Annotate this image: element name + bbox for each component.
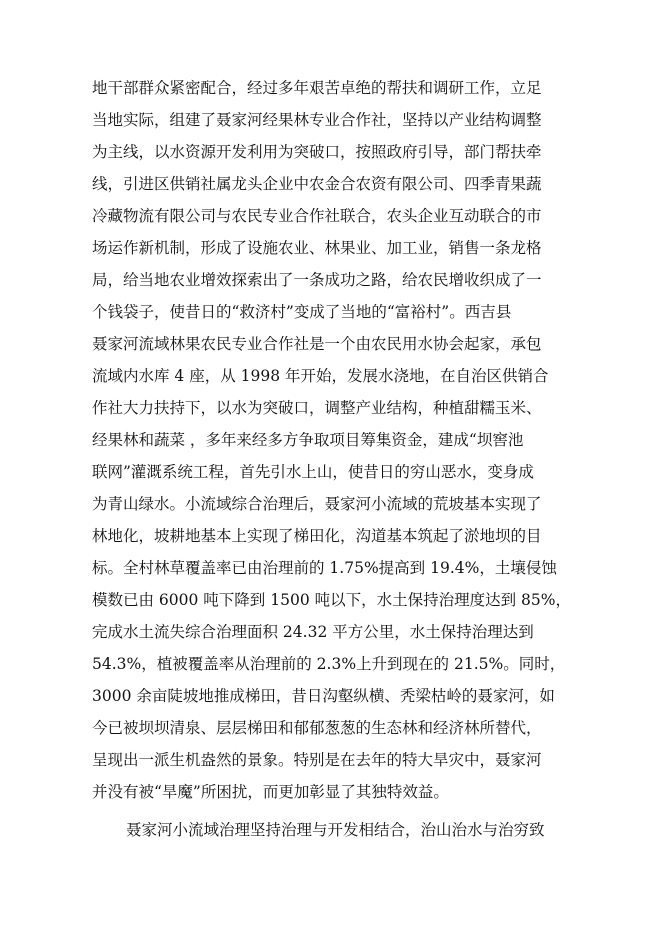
paragraph-line: 为青山绿水。小流域综合治理后，聂家河小流域的荒坡基本实现了 [92, 495, 542, 513]
paragraph-line: 聂家河流域林果农民专业合作社是一个由农民用水协会起家，承包 [92, 335, 542, 353]
paragraph-line: 林地化，坡耕地基本上实现了梯田化，沟道基本筑起了淤地坝的目 [92, 527, 542, 545]
paragraph-line: 流域内水库 4 座，从 1998 年开始，发展水浇地，在自治区供销合 [92, 367, 549, 385]
paragraph-line: 地干部群众紧密配合，经过多年艰苦卓绝的帮扶和调研工作，立足 [92, 79, 542, 97]
paragraph-line: 54.3%，植被覆盖率从治理前的 2.3%上升到现在的 21.5%。同时， [92, 655, 566, 673]
paragraph-line: 冷藏物流有限公司与农民专业合作社联合，农头企业互动联合的市 [92, 207, 542, 225]
paragraph-line: 呈现出一派生机盎然的景象。特别是在去年的特大旱灾中，聂家河 [92, 751, 542, 769]
paragraph-line: 为主线，以水资源开发利用为突破口，按照政府引导，部门帮扶牵 [92, 143, 542, 161]
paragraph-line: 场运作新机制，形成了设施农业、林果业、加工业，销售一条龙格 [92, 239, 542, 257]
paragraph-line: 作社大力扶持下，以水为突破口，调整产业结构，种植甜糯玉米、 [92, 399, 542, 417]
paragraph-line: 经果林和蔬菜 ，多年来经多方争取项目筹集资金，建成“坝窖池 [92, 431, 524, 449]
paragraph-line: 完成水土流失综合治理面积 24.32 平方公里，水土保持治理达到 [92, 623, 534, 641]
next-paragraph-line: 聂家河小流域治理坚持治理与开发相结合，治山治水与治穷致 [126, 821, 545, 839]
paragraph-line: 今已被坝坝清泉、层层梯田和郁郁葱葱的生态林和经济林所替代， [92, 719, 542, 737]
paragraph-line: 3000 余亩陡坡地推成梯田，昔日沟壑纵横、秃梁枯岭的聂家河，如 [92, 687, 555, 705]
paragraph-line: 标。全村林草覆盖率已由治理前的 1.75%提高到 19.4%，土壤侵蚀 [92, 559, 557, 577]
paragraph-line: 并没有被“旱魔”所困扰，而更加彰显了其独特效益。 [92, 783, 449, 801]
paragraph-line: 联网”灌溉系统工程，首先引水上山，使昔日的穷山恶水，变身成 [92, 463, 534, 481]
paragraph-line: 局，给当地农业增效探索出了一条成功之路，给农民增收织成了一 [92, 271, 542, 289]
paragraph-line: 个钱袋子，使昔日的“救济村”变成了当地的“富裕村”。西吉县 [92, 303, 512, 321]
paragraph-line: 当地实际，组建了聂家河经果林专业合作社，坚持以产业结构调整 [92, 111, 542, 129]
paragraph-line: 线，引进区供销社属龙头企业中农金合农资有限公司、四季青果蔬 [92, 175, 542, 193]
paragraph-line: 模数已由 6000 吨下降到 1500 吨以下，水土保持治理度达到 85%， [92, 591, 571, 609]
